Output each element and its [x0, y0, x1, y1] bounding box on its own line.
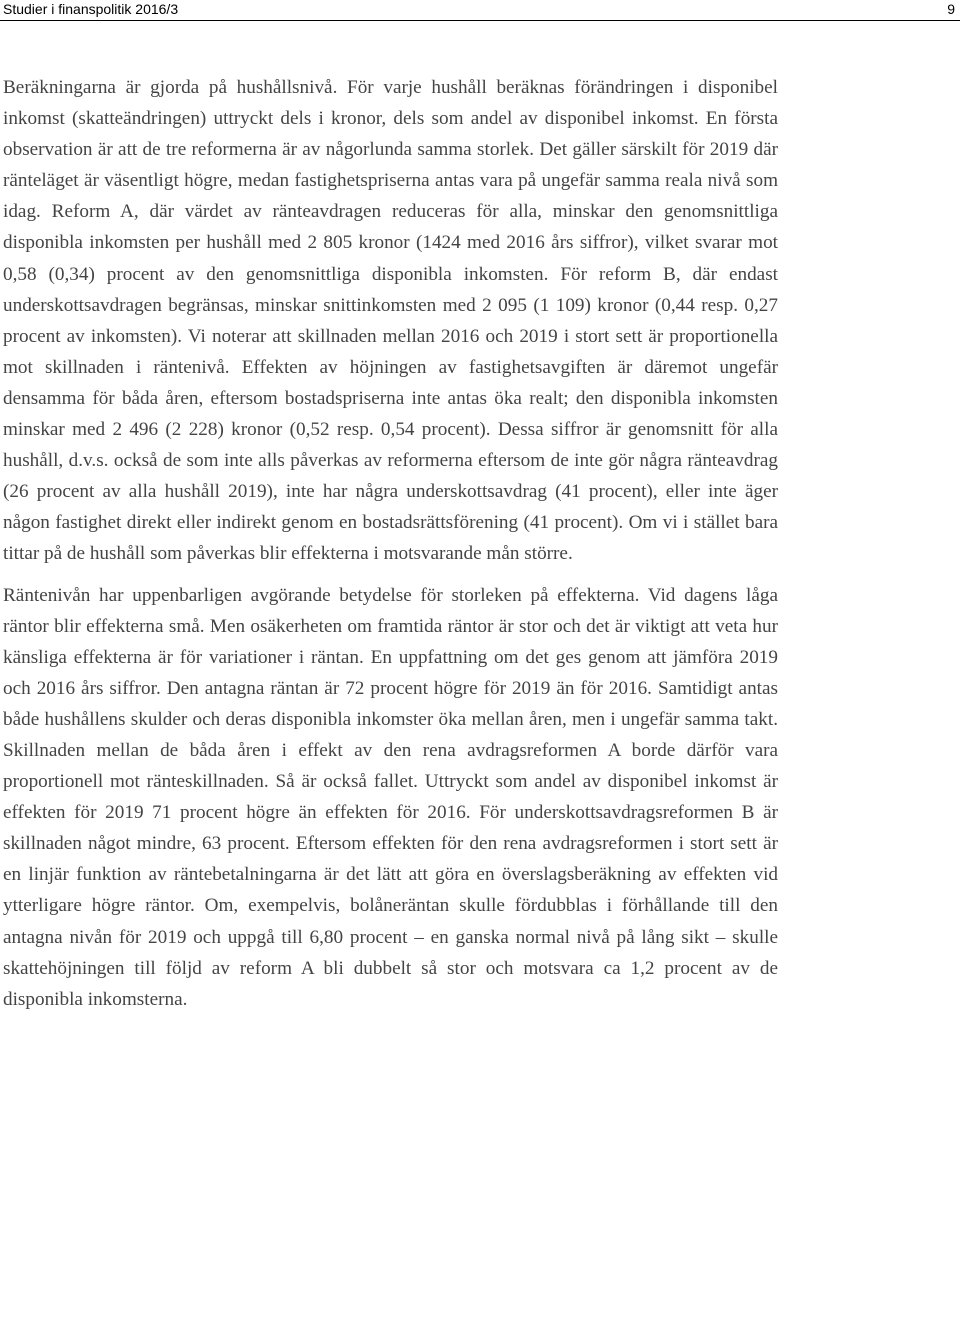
page-number: 9	[947, 1, 955, 17]
body-text	[3, 72, 778, 1015]
header-title: Studier i finanspolitik 2016/3	[3, 1, 179, 17]
paragraph-interest-rate: Räntenivån har uppenbarligen avgörande betydelse för storleken på effekterna. Vid dagens låga räntor blir effekterna små. Men osäkerheten om framtida räntor är stor och det är viktigt att veta hur känsliga effekterna är för variationer i räntan. En uppfattning om det ges genom att jämföra 2019 och 2016 års siffror. Den antagna räntan är 72 procent högre för 2019 än för 2016. Samtidigt antas både hushållens skulder och deras disponibla inkomster öka mellan åren, men i ungefär samma takt. Skillnaden mellan de båda åren i effekt av den rena avdragsreformen A borde därför vara proportionell mot ränteskillnaden. Så är också fallet. Uttryckt som andel av disponibel inkomst är effekten för 2019 71 procent högre än effekten för 2016. För underskottsavdragsreformen B är skillnaden något mindre, 63 procent. Eftersom effekten för den rena avdragsreformen i stort sett är en linjär funktion av räntebetalningarna är det lätt att göra en överslagsberäkning av effekten vid ytterligare högre räntor. Om, exempelvis, bolåneräntan skulle fördubblas i förhållande till den antagna nivån för 2019 och uppgå till 6,80 procent – en ganska normal nivå på lång sikt – skulle skattehöjningen till följd av reform A bli dubbelt så stor och motsvara ca 1,2 procent av de disponibla inkomsterna.	[3, 584, 778, 1010]
header-rule	[0, 20, 960, 21]
paragraph-calculations: Beräkningarna är gjorda på hushållsnivå. För varje hushåll beräknas förändringen i disponibel inkomst (skatteändringen) uttryckt dels i kronor, dels som andel av disponibel inkomst. En första observation är att de tre reformerna är av någorlunda samma storlek. Det gäller särskilt för 2019 där ränteläget är väsentligt högre, medan fastighetspriserna antas vara på ungefär samma reala nivå som idag. Reform A, där värdet av ränteavdragen reduceras för alla, minskar den genomsnittliga disponibla inkomsten per hushåll med 2 805 kronor (1424 med 2016 års siffror), vilket svarar mot 0,58 (0,34) procent av den genomsnittliga disponibla inkomsten. För reform B, där endast underskottsavdragen begränsas, minskar snittinkomsten med 2 095 (1 109) kronor (0,44 resp. 0,27 procent av inkomsten). Vi noterar att skillnaden mellan 2016 och 2019 i stort sett är proportionella mot skillnaden i räntenivå. Effekten av höjningen av fastighetsavgiften är däremot ungefär densamma för båda åren, eftersom bostadspriserna inte antas öka realt; den disponibla inkomsten minskar med 2 496 (2 228) kronor (0,52 resp. 0,54 procent). Dessa siffror är genomsnitt för alla hushåll, d.v.s. också de som inte alls påverkas av reformerna eftersom de inte gör några ränteavdrag (26 procent av alla hushåll 2019), inte har några underskottsavdrag (41 procent), eller inte äger någon fastighet direkt eller indirekt genom en bostadsrättsförening (41 procent). Om vi i stället bara tittar på de hushåll som påverkas blir effekterna i motsvarande mån större.	[3, 77, 778, 565]
running-header	[0, 0, 960, 21]
